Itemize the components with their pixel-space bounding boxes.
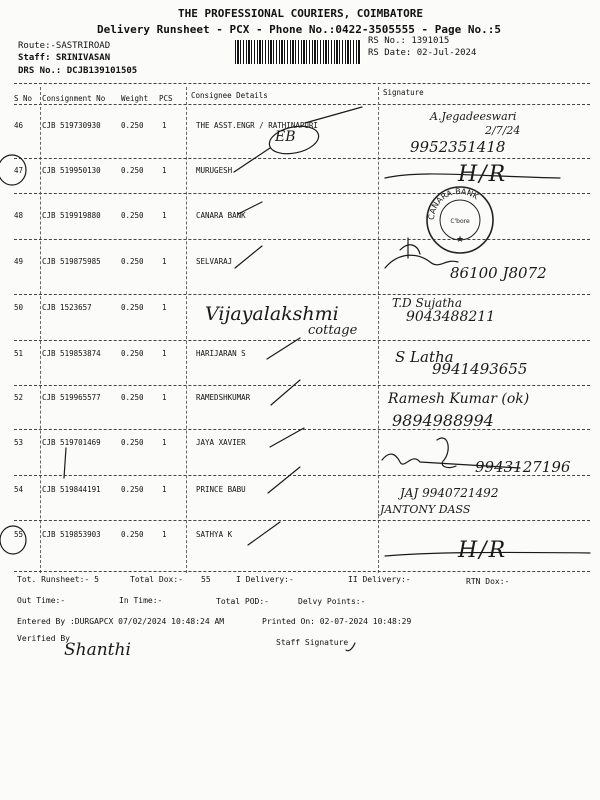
handwritten-hr: H/R (458, 538, 508, 563)
canara-bank-stamp (424, 184, 496, 256)
col-header-pcs: PCS (159, 94, 173, 103)
row-weight: 0.250 (121, 121, 144, 130)
row-consignee: MURUGESH (196, 166, 233, 175)
handwritten-hr: H/R (458, 162, 508, 187)
row-consignee: THE ASST.ENGR / RATHINAPURI (196, 121, 318, 130)
row-sno: 54 (14, 485, 24, 494)
col-header-weight: Weight (121, 94, 149, 103)
row-sno: 46 (14, 121, 24, 130)
table-rule-bottom (14, 571, 590, 572)
row-sno: 49 (14, 257, 24, 266)
handwritten-signature: JAJ 9940721492 (400, 486, 499, 500)
ii-delivery: II Delivery:- (348, 575, 411, 584)
row-weight: 0.250 (121, 349, 144, 358)
row-separator (14, 520, 590, 521)
row-separator (14, 429, 590, 430)
row-pcs: 1 (162, 349, 167, 358)
column-divider (40, 87, 41, 573)
handwritten-phone: 9943127196 (475, 458, 571, 476)
staff-signature: Staff Signature (276, 638, 349, 647)
handwritten-consignee: cottage (308, 323, 358, 338)
row-weight: 0.250 (121, 485, 144, 494)
handwritten-phone: 9941493655 (432, 360, 528, 378)
handwritten-signature: T.D Sujatha (392, 296, 463, 310)
col-header-signature: Signature (383, 88, 424, 97)
in-time: In Time:- (119, 596, 163, 605)
row-consignee: JAYA XAVIER (196, 438, 246, 447)
total-pod: Total POD:- (216, 597, 269, 606)
handwritten-signature: JANTONY DASS (380, 503, 471, 516)
tick-line (270, 428, 304, 447)
row-consignment: CJB 519853903 (42, 530, 101, 539)
row-pcs: 1 (162, 393, 167, 402)
row-sno: 55 (14, 530, 24, 539)
row-consignee: HARIJARAN S (196, 349, 246, 358)
delvy-points: Delvy Points:- (298, 597, 366, 606)
row-sno: 51 (14, 349, 24, 358)
tick-line (267, 338, 300, 359)
handwritten-consignee: Vijayalakshmi (205, 303, 339, 325)
row-weight: 0.250 (121, 530, 144, 539)
handwritten-date: 2/7/24 (485, 124, 521, 137)
out-time: Out Time:- (17, 596, 66, 605)
row-weight: 0.250 (121, 303, 144, 312)
signature-scribble (400, 238, 420, 258)
row-consignee: CANARA BANK (196, 211, 246, 220)
handwritten-signature: A.Jegadeeswari (430, 110, 517, 123)
total-dox-value: 55 (201, 575, 211, 584)
company-title: THE PROFESSIONAL COURIERS, COIMBATORE (178, 7, 424, 20)
row-consignment: CJB 519844191 (42, 485, 101, 494)
row-weight: 0.250 (121, 211, 144, 220)
row-separator (14, 385, 590, 386)
table-rule-header (14, 104, 590, 105)
row-sno: 53 (14, 438, 24, 447)
handwritten-phone: 9952351418 (410, 138, 506, 156)
row-pcs: 1 (162, 530, 167, 539)
row-sno: 48 (14, 211, 24, 220)
handwritten-signature: S Latha (395, 348, 454, 366)
staff-label: Staff: SRINIVASAN (18, 53, 111, 63)
barcode (235, 40, 361, 64)
column-divider (378, 87, 379, 573)
total-runsheet: Tot. Runsheet:- 5 (17, 575, 99, 584)
handwritten-signature: Ramesh Kumar (ok) (388, 391, 530, 407)
col-header-consignment: Consignment No (42, 94, 106, 103)
tick-line (271, 380, 300, 405)
handwritten-phone: 9043488211 (406, 309, 496, 325)
row-sno: 47 (14, 166, 24, 175)
row-consignee: RAMEDSHKUMAR (196, 393, 251, 402)
rs-date: RS Date: 02-Jul-2024 (368, 48, 477, 58)
row-separator (14, 294, 590, 295)
row-separator (14, 158, 590, 159)
entered-by: Entered By :DURGAPCX 07/02/2024 10:48:24 AM (17, 617, 225, 626)
row-consignee: SELVARAJ (196, 257, 233, 266)
runsheet-subtitle: Delivery Runsheet - PCX - Phone No.:0422-3505555 - Page No.:5 (97, 23, 501, 36)
row-pcs: 1 (162, 121, 167, 130)
svg-text:C'bore: C'bore (450, 218, 470, 225)
row-consignment: CJB 519965577 (42, 393, 101, 402)
printed-on: Printed On: 02-07-2024 10:48:29 (262, 617, 412, 626)
rs-number: RS No.: 1391015 (368, 36, 450, 46)
row-pcs: 1 (162, 303, 167, 312)
rtn-dox: RTN Dox:- (466, 577, 510, 586)
row-sno: 52 (14, 393, 24, 402)
row-pcs: 1 (162, 438, 167, 447)
signature-scribble (437, 438, 456, 468)
handwritten-signature: 86100 J8072 (450, 264, 547, 282)
row-pcs: 1 (162, 166, 167, 175)
row-consignment: CJB 1523657 (42, 303, 92, 312)
tick-line (248, 522, 280, 545)
tick-line (234, 148, 270, 172)
row-consignment: CJB 519853874 (42, 349, 101, 358)
signature-scribble (385, 255, 458, 268)
i-delivery: I Delivery:- (236, 575, 294, 584)
drs-number: DRS No.: DCJB139101505 (18, 66, 138, 76)
row-sno: 50 (14, 303, 24, 312)
row-consignment: CJB 519875985 (42, 257, 101, 266)
row-consignee: SATHYA K (196, 530, 233, 539)
row-consignee: PRINCE BABU (196, 485, 246, 494)
verifier-signature: Shanthi (64, 640, 131, 660)
svg-text:CANARA BANK: CANARA BANK (426, 186, 481, 221)
col-header-sno: S No (14, 94, 33, 103)
row-pcs: 1 (162, 257, 167, 266)
table-rule-top (14, 83, 590, 84)
svg-text:★: ★ (455, 235, 465, 245)
row-consignment: CJB 519919880 (42, 211, 101, 220)
row-weight: 0.250 (121, 166, 144, 175)
row-pcs: 1 (162, 211, 167, 220)
row-consignment: CJB 519701469 (42, 438, 101, 447)
row-separator (14, 239, 590, 240)
row-separator (14, 193, 590, 194)
row-pcs: 1 (162, 485, 167, 494)
row-consignment: CJB 519730930 (42, 121, 101, 130)
verified-by: Verified By (17, 634, 70, 643)
row-consignment: CJB 519950130 (42, 166, 101, 175)
row-weight: 0.250 (121, 438, 144, 447)
row-weight: 0.250 (121, 393, 144, 402)
tick-line (64, 448, 66, 478)
col-header-consignee: Consignee Details (191, 91, 268, 100)
handwritten-phone: 9894988994 (392, 411, 494, 430)
handwritten-eb-note: EB (275, 129, 296, 145)
tick-line (235, 246, 262, 268)
tick-line (268, 467, 300, 493)
column-divider (186, 87, 187, 573)
row-weight: 0.250 (121, 257, 144, 266)
row-separator (14, 340, 590, 341)
total-dox-label: Total Dox:- (130, 575, 183, 584)
route-label: Route:-SASTRIROAD (18, 41, 111, 51)
